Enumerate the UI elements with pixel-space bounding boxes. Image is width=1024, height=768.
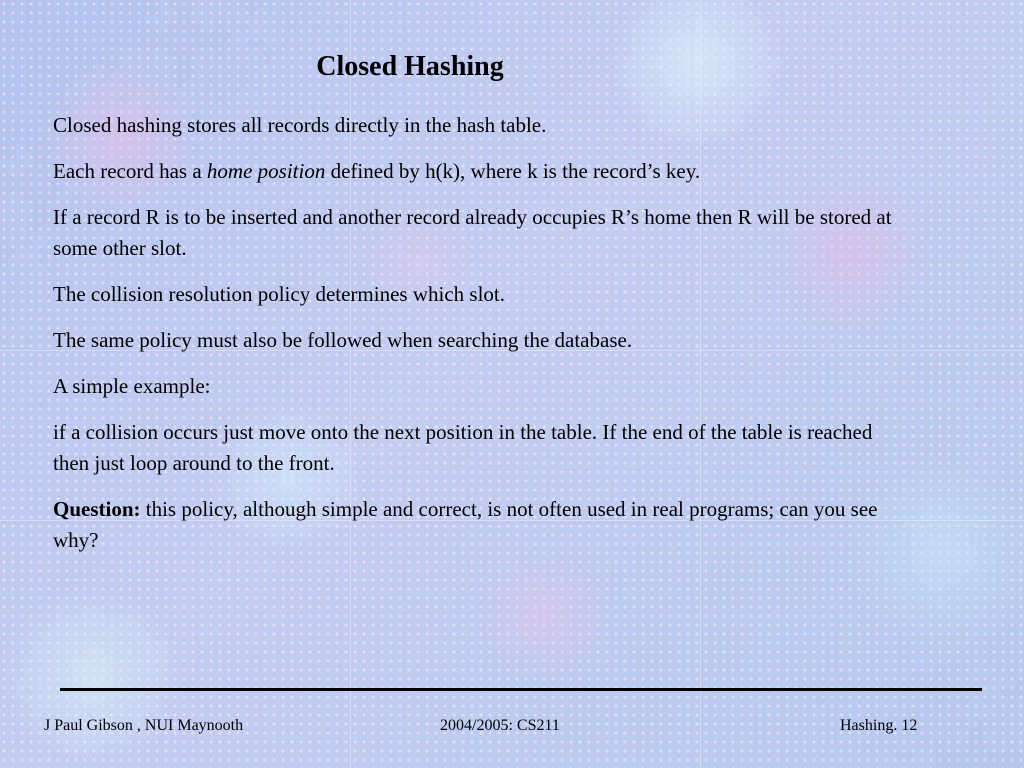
- paragraph-question: [53, 494, 893, 556]
- footer-course: 2004/2005: CS211: [440, 717, 560, 734]
- paragraph-text: if a collision occurs just move onto the next position in the table. If the end of the table is reached then just loop around to the front.: [53, 420, 873, 475]
- question-label: Question:: [53, 497, 141, 521]
- paragraph-example-description: [53, 417, 893, 479]
- paragraph-text: Closed hashing stores all records directly in the hash table.: [53, 113, 547, 137]
- paragraph-search-policy: [53, 325, 893, 356]
- paragraph-home-position: [53, 156, 893, 187]
- paragraph-insertion-rule: [53, 202, 893, 264]
- footer-author: J Paul Gibson , NUI Maynooth: [44, 717, 244, 734]
- paragraph-text: The same policy must also be followed when searching the database.: [53, 328, 633, 352]
- paragraph-text: defined by h(k), where k is the record’s key.: [325, 159, 701, 183]
- footer-divider: [60, 688, 982, 691]
- slide-body: [53, 110, 893, 571]
- paragraph-text: If a record R is to be inserted and another record already occupies R’s home then R will be stored at some other slot.: [53, 205, 892, 260]
- paragraph-example-heading: [53, 371, 893, 402]
- home-position-term: home position: [206, 159, 326, 183]
- slide-title: Closed Hashing: [316, 50, 504, 82]
- paragraph-text: The collision resolution policy determines which slot.: [53, 282, 506, 306]
- footer-slide-number: Hashing. 12: [840, 717, 918, 734]
- paragraph-collision-policy: [53, 279, 893, 310]
- paragraph-text: Each record has a: [53, 159, 207, 183]
- paragraph-text: A simple example:: [53, 374, 211, 398]
- paragraph-closed-hashing-definition: [53, 110, 893, 141]
- paragraph-text: this policy, although simple and correct, is not often used in real programs; can you see why?: [53, 497, 878, 552]
